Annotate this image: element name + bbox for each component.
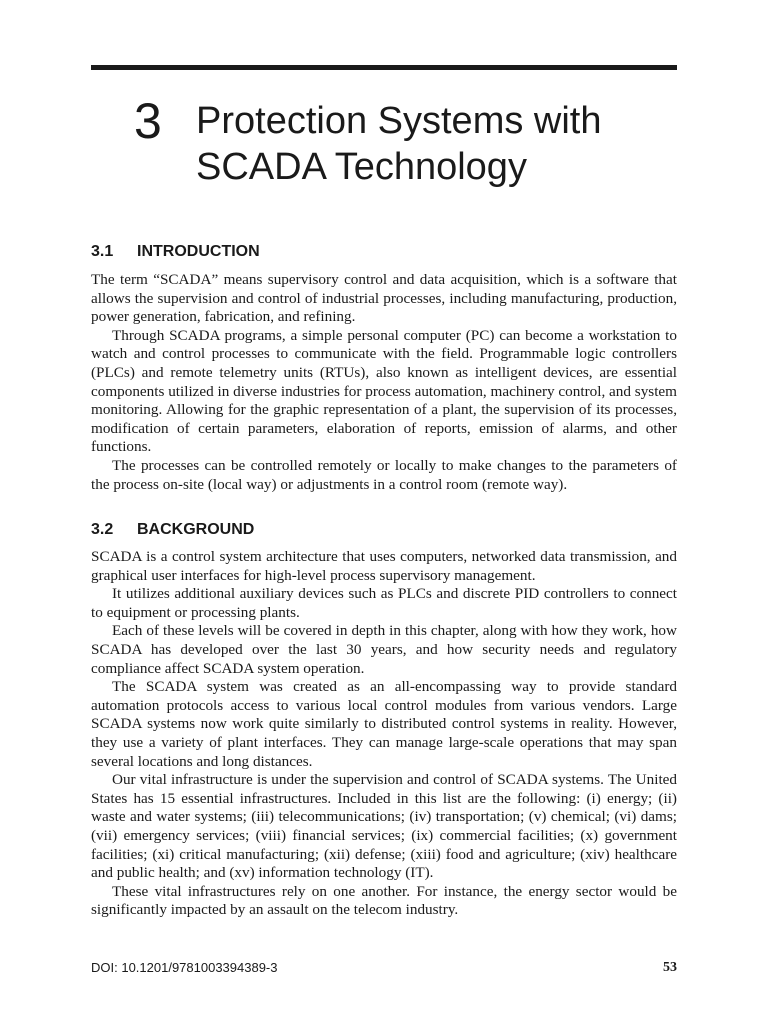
section-number: 3.2: [91, 521, 114, 538]
section-number: 3.1: [91, 243, 114, 260]
chapter-top-rule: [91, 65, 677, 70]
chapter-title: [196, 98, 676, 190]
book-page: [91, 0, 677, 1024]
section-body-introduction: [91, 271, 677, 494]
section-heading-introduction: [91, 242, 260, 262]
section-body-background: [91, 548, 677, 920]
paragraph: The processes can be controlled remotely or locally to make changes to the parameters of the process on-site (local way) or adjustments in a control room (remote way).: [91, 456, 677, 493]
section-title: BACKGROUND: [137, 521, 255, 538]
paragraph: SCADA is a control system architecture that uses computers, networked data transmission, and graphical user interfaces for high-level process supervisory management.: [91, 548, 677, 584]
paragraph: Our vital infrastructure is under the supervision and control of SCADA systems. The United States has 15 essential infrastructures. Included in this list are the following: (i) energy; (ii) waste and water systems; (iii) telecommunications; (iv) transportation; (v) chemical; (vi) dams; (vii) emergency services; (viii) financial services; (ix) commercial facilities; (x) government facilities; (xi) critical manufacturing; (xii) defense; (xiii) food and agriculture; (xiv) healthcare and public health; and (xv) information technology (IT).: [91, 771, 677, 882]
chapter-title-line-1: Protection Systems with: [196, 100, 602, 142]
paragraph: These vital infrastructures rely on one another. For instance, the energy sector would be significantly impacted by an assault on the telecom industry.: [91, 882, 677, 919]
page-number: 53: [663, 960, 677, 975]
chapter-title-line-2: SCADA Technology: [196, 146, 527, 188]
chapter-number: 3: [134, 93, 162, 149]
paragraph: The term “SCADA” means supervisory control and data acquisition, which is a software that allows the supervision and control of industrial processes, including manufacturing, production, power generation, fabrication, and refining.: [91, 271, 677, 326]
paragraph: Through SCADA programs, a simple personal computer (PC) can become a workstation to watch and control processes to communicate with the field. Programmable logic controllers (PLCs) and remote telemetry units (RTUs), also known as intelligent devices, are essential components utilized in diverse industries for process automation, machinery control, and system monitoring. Allowing for the graphic representation of a plant, the supervision of its processes, modification of certain parameters, elaboration of reports, emission of alarms, and other functions.: [91, 326, 677, 456]
doi-link[interactable]: DOI: 10.1201/9781003394389-3: [91, 960, 278, 975]
section-heading-background: [91, 520, 254, 540]
paragraph: It utilizes additional auxiliary devices such as PLCs and discrete PID controllers to connect to equipment or processing plants.: [91, 585, 677, 621]
section-title: INTRODUCTION: [137, 243, 260, 260]
paragraph: Each of these levels will be covered in depth in this chapter, along with how they work, how SCADA has developed over the last 30 years, and how security needs and regulatory compliance affect SCADA system operation.: [91, 622, 677, 677]
paragraph: The SCADA system was created as an all-encompassing way to provide standard automation protocols access to various local control modules from various vendors. Large SCADA systems now work quite similarly to distributed control systems in reality. However, they use a variety of plant interfaces. They can manage large-scale operations that may span several locations and long distances.: [91, 678, 677, 770]
